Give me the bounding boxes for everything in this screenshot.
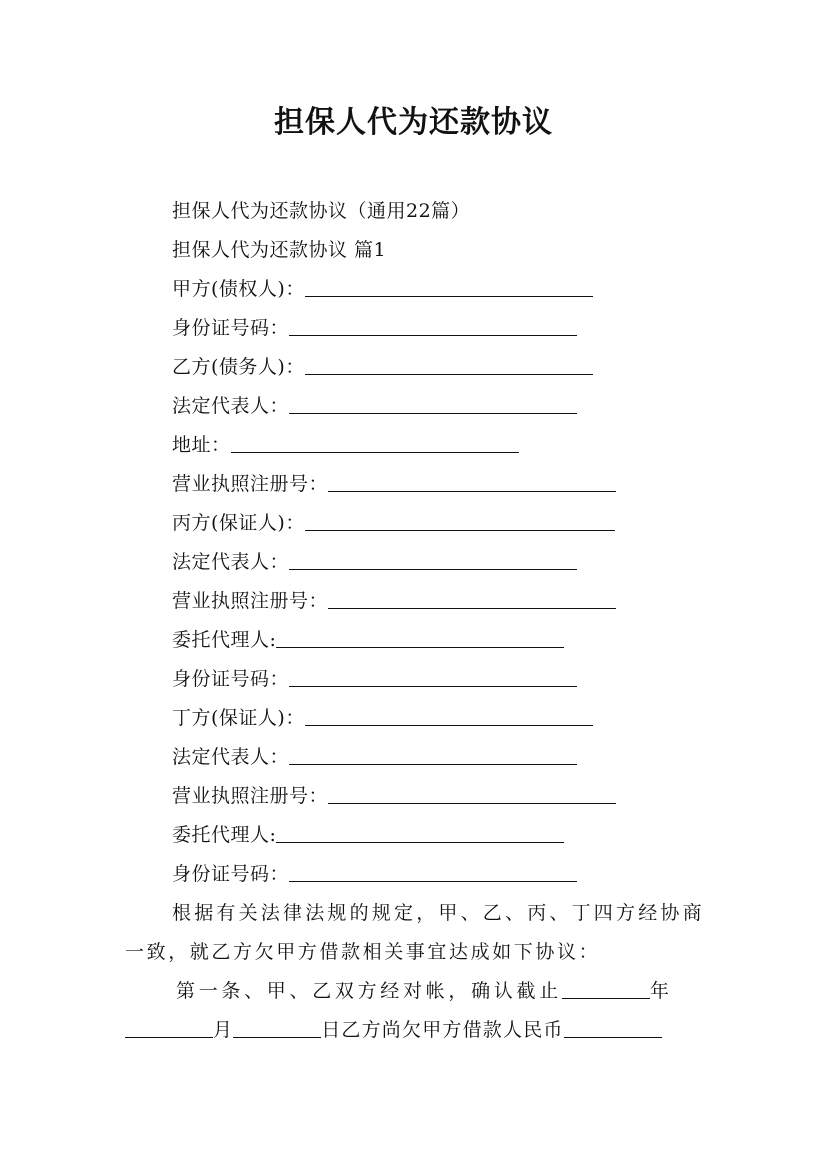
day-text: 日乙方尚欠甲方借款人民币 — [321, 1019, 564, 1041]
field-row-legal-rep — [172, 548, 577, 576]
intro-paragraph-line2: 一致，就乙方欠甲方借款相关事宜达成如下协议： — [125, 941, 601, 963]
field-label: 营业执照注册号： — [172, 473, 329, 495]
field-label: 丁方(保证人)： — [172, 707, 305, 729]
field-row-agent — [172, 821, 564, 849]
article-1-line1 — [176, 977, 673, 1005]
article-1-text: 第一条、甲、乙双方经对帐，确认截止 — [176, 980, 562, 1002]
blank-line-year[interactable] — [562, 980, 650, 999]
blank-line[interactable] — [289, 317, 577, 336]
blank-line[interactable] — [289, 668, 577, 687]
field-label: 营业执照注册号： — [172, 785, 329, 807]
blank-line[interactable] — [328, 785, 616, 804]
document-title: 担保人代为还款协议 — [274, 105, 553, 140]
intro-paragraph-line1: 根据有关法律法规的规定，甲、乙、丙、丁四方经协商 — [172, 902, 705, 924]
field-label: 丙方(保证人)： — [172, 512, 305, 534]
blank-line[interactable] — [289, 863, 577, 882]
field-label: 地址： — [172, 434, 231, 456]
field-label: 委托代理人: — [172, 629, 277, 651]
year-label: 年 — [649, 980, 673, 1002]
blank-line-day[interactable] — [233, 1019, 321, 1038]
field-label: 法定代表人： — [172, 746, 290, 768]
blank-line[interactable] — [305, 356, 593, 375]
field-label: 营业执照注册号： — [172, 590, 329, 612]
field-row-id-number — [172, 665, 577, 693]
blank-line[interactable] — [305, 278, 593, 297]
field-label: 法定代表人： — [172, 551, 290, 573]
field-row-party-b — [172, 353, 593, 381]
document-subtitle: 担保人代为还款协议（通用22篇） — [172, 200, 471, 222]
field-label: 甲方(债权人)： — [172, 278, 305, 300]
month-label: 月 — [213, 1019, 234, 1041]
field-row-legal-rep — [172, 392, 577, 420]
blank-line[interactable] — [289, 746, 577, 765]
field-row-id-number — [172, 314, 577, 342]
field-row-license — [172, 470, 616, 498]
field-row-legal-rep — [172, 743, 577, 771]
field-label: 乙方(债务人)： — [172, 356, 305, 378]
field-row-license — [172, 587, 616, 615]
blank-line[interactable] — [305, 707, 593, 726]
field-label: 身份证号码： — [172, 863, 290, 885]
field-row-party-a — [172, 275, 593, 303]
field-label: 法定代表人： — [172, 395, 290, 417]
field-row-party-c — [172, 509, 615, 537]
field-label: 委托代理人: — [172, 824, 277, 846]
blank-line[interactable] — [276, 629, 564, 648]
blank-line[interactable] — [276, 824, 564, 843]
blank-line[interactable] — [328, 590, 616, 609]
field-label: 身份证号码： — [172, 668, 290, 690]
field-label: 身份证号码： — [172, 317, 290, 339]
field-row-id-number — [172, 860, 577, 888]
blank-line[interactable] — [305, 512, 615, 531]
field-row-license — [172, 782, 616, 810]
section-heading: 担保人代为还款协议 篇1 — [172, 239, 387, 261]
field-row-party-d — [172, 704, 593, 732]
blank-line-amount[interactable] — [564, 1019, 662, 1038]
blank-line[interactable] — [231, 434, 519, 453]
article-1-line2 — [125, 1016, 662, 1044]
blank-line[interactable] — [328, 473, 616, 492]
blank-line[interactable] — [289, 551, 577, 570]
field-row-agent — [172, 626, 564, 654]
blank-line-month[interactable] — [125, 1019, 213, 1038]
blank-line[interactable] — [289, 395, 577, 414]
field-row-address — [172, 431, 519, 459]
